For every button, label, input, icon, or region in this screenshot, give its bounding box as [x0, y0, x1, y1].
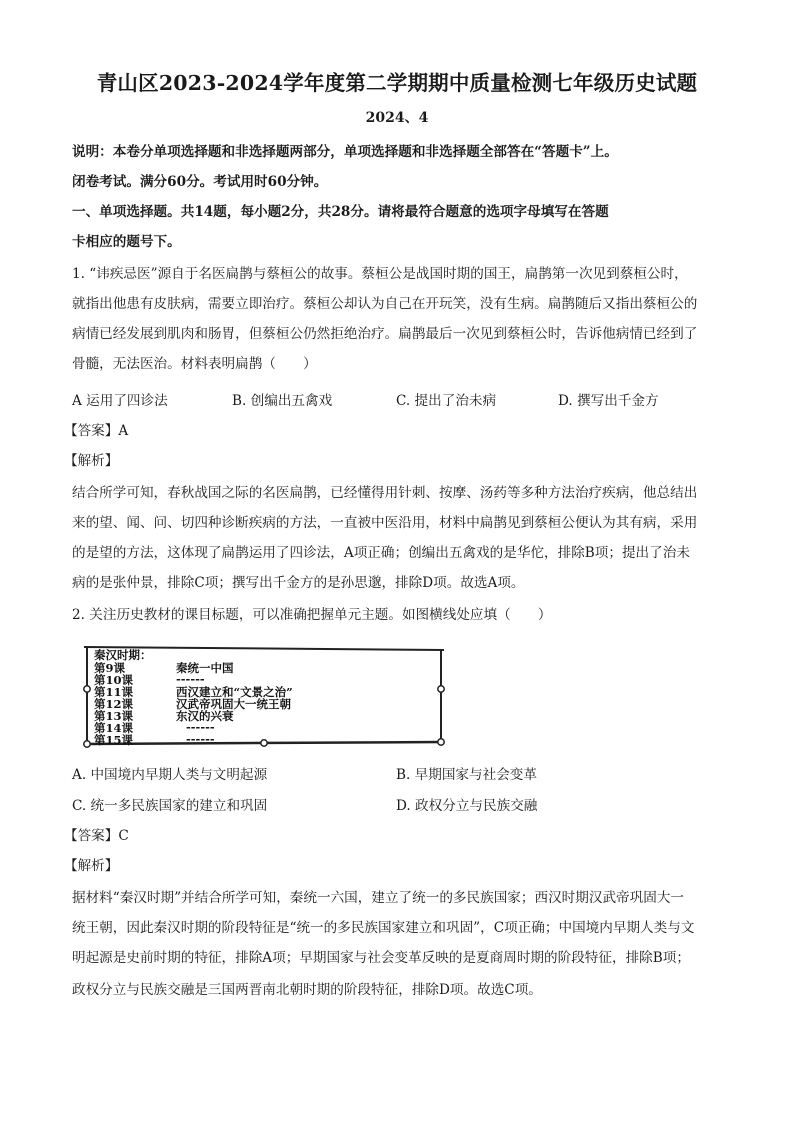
q2-analysis-line: 明起源是史前时期的特征，排除A项；早期国家与社会变革反映的是夏商周时期的阶段特征，排除B项； [72, 950, 690, 966]
q2-analysis-line: 据材料“秦汉时期”并结合所学可知，秦统一六国，建立了统一的多民族国家；西汉时期汉武帝巩固大一 [72, 890, 685, 906]
page-title: 青山区2023-2024学年度第二学期期中质量检测七年级历史试题 [96, 71, 698, 95]
q1-stem-line: 骨髓，无法医治。材料表明扁鹊（ ） [72, 356, 317, 372]
lesson-number: 第14课 [94, 721, 134, 735]
q1-answer: 【答案】A [64, 423, 129, 439]
q2-option-a: A. 中国境内早期人类与文明起源 [72, 767, 268, 783]
q1-option-b: B. 创编出五禽戏 [232, 393, 333, 409]
lesson-title: 西汉建立和“文景之治” [176, 685, 293, 699]
timeline-heading: 秦汉时期： [94, 648, 152, 662]
lesson-title: ------ [176, 672, 205, 686]
instructions-line-1: 说明：本卷分单项选择题和非选择题两部分，单项选择题和非选择题全部答在“答题卡”上。 [72, 144, 618, 160]
lesson-title: ------ [186, 732, 215, 746]
q1-option-d: D. 撰写出千金方 [558, 393, 659, 409]
q2-option-b: B. 早期国家与社会变革 [396, 767, 537, 783]
lesson-number: 第12课 [94, 697, 134, 711]
instructions-line-2: 闭卷考试。满分60分。考试用时60分钟。 [72, 174, 328, 190]
q1-analysis-line: 的是望的方法，这体现了扁鹊运用了四诊法，A项正确；创编出五禽戏的是华佗，排除B项；提出了治未 [72, 545, 690, 561]
q1-option-c: C. 提出了治未病 [396, 393, 497, 409]
q1-analysis-line: 来的望、闻、问、切四种诊断疾病的方法，一直被中医沿用，材料中扁鹊见到蔡桓公便认为其有病，采用 [72, 515, 698, 531]
lesson-title: ------ [186, 720, 215, 734]
lesson-number: 第15课 [94, 733, 134, 747]
q1-analysis-label: 【解析】 [64, 453, 119, 469]
q1-option-a: A 运用了四诊法 [72, 393, 168, 409]
exam-date: 2024、4 [365, 110, 429, 126]
section-heading-line-1: 一、单项选择题。共14题，每小题2分，共28分。请将最符合题意的选项字母填写在答题 [72, 204, 609, 220]
lesson-title: 秦统一中国 [176, 661, 234, 675]
q1-stem-line: 就指出他患有皮肤病，需要立即治疗。蔡桓公却认为自己在开玩笑，没有生病。扁鹊随后又指出蔡桓公的 [72, 296, 698, 312]
lesson-title: 汉武帝巩固大一统王朝 [176, 697, 291, 711]
q2-option-d: D. 政权分立与民族交融 [396, 798, 538, 814]
section-heading-line-2: 卡相应的题号下。 [72, 234, 181, 250]
lesson-title: 东汉的兴衰 [176, 709, 234, 723]
q1-stem-line: 1. “讳疾忌医”源自于名医扁鹊与蔡桓公的故事。蔡桓公是战国时期的国王，扁鹊第一次见到蔡桓公时， [72, 266, 688, 282]
q2-stem: 2. 关注历史教材的课目标题，可以准确把握单元主题。如图横线处应填（ ） [72, 607, 552, 623]
q2-answer: 【答案】C [64, 828, 129, 844]
lesson-number: 第10课 [94, 673, 134, 687]
q1-analysis-line: 结合所学可知，春秋战国之际的名医扁鹊，已经懂得用针刺、按摩、汤药等多种方法治疗疾病，他总结出 [72, 485, 698, 501]
q2-analysis-line: 统王朝，因此秦汉时期的阶段特征是“统一的多民族国家建立和巩固”，C项正确；中国境内早期人类与文 [72, 920, 695, 936]
q1-stem-line: 病情已经发展到肌肉和肠胃，但蔡桓公仍然拒绝治疗。扁鹊最后一次见到蔡桓公时，告诉他病情已经到了 [72, 326, 698, 342]
lesson-number: 第11课 [94, 685, 134, 699]
lesson-number: 第13课 [94, 709, 134, 723]
lesson-timeline-figure [80, 643, 448, 749]
lesson-number: 第9课 [94, 661, 126, 675]
q2-analysis-label: 【解析】 [64, 858, 119, 874]
q2-option-c: C. 统一多民族国家的建立和巩固 [72, 798, 268, 814]
q2-analysis-line: 政权分立与民族交融是三国两晋南北朝时期的阶段特征，排除D项。故选C项。 [72, 982, 542, 998]
q1-analysis-line: 病的是张仲景，排除C项；撰写出千金方的是孙思邈，排除D项。故选A项。 [72, 575, 525, 591]
